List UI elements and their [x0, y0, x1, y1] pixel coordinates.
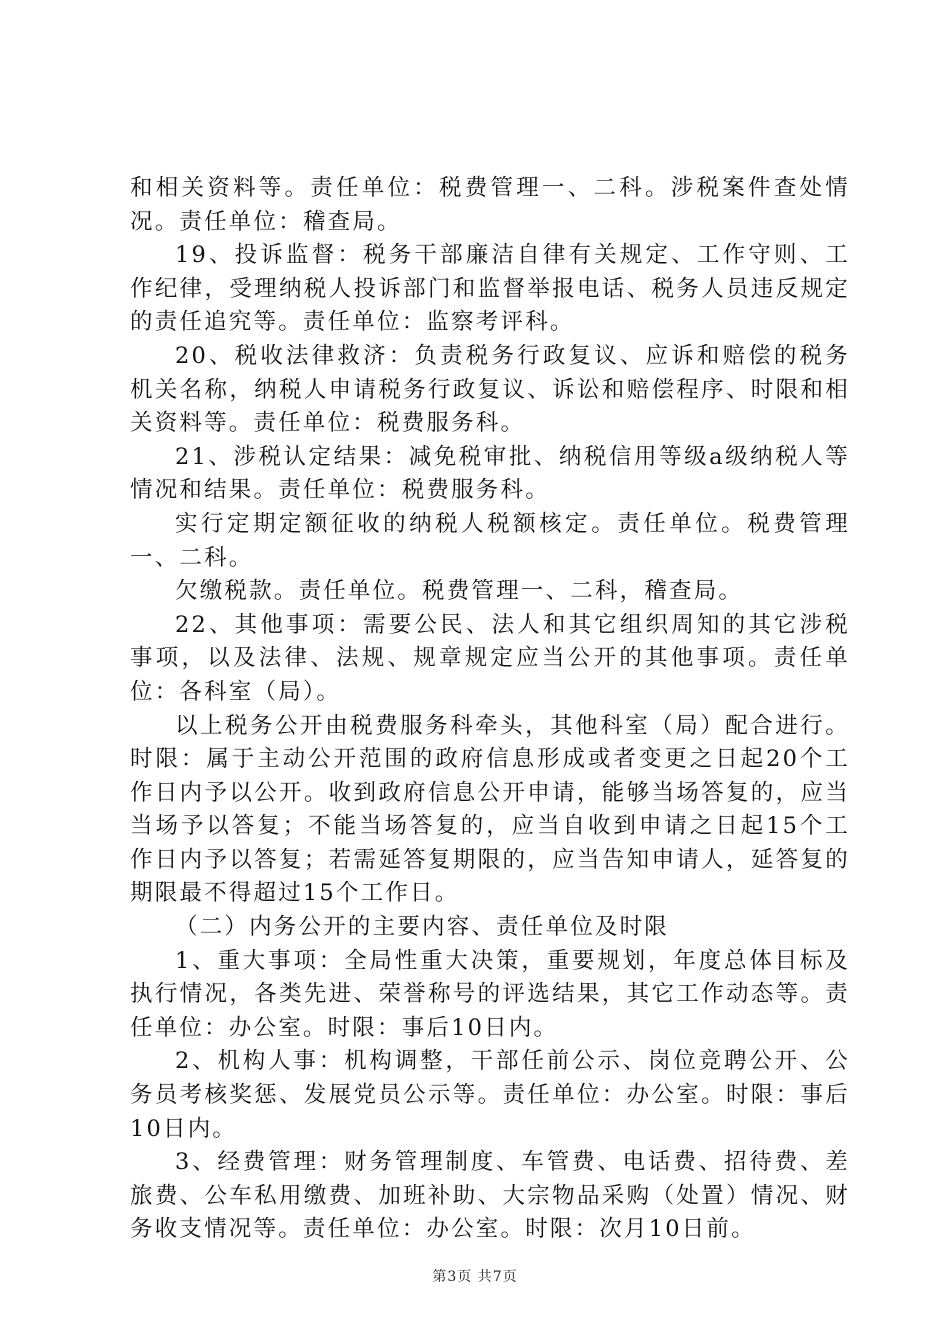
paragraph-fixed-quota: 实行定期定额征收的纳税人税额核定。责任单位。税费管理一、二科。: [130, 510, 850, 571]
paragraph-time-limit: 以上税务公开由税费服务科牵头，其他科室（局）配合进行。时限：属于主动公开范围的政府信息形成或者变更之日起20个工作日内予以公开。收到政府信息公开申请，能够当场答复的，应当当场予以答复；不能当场答复的，应当自收到申请之日起15个工作日内予以答复；若需延答复期限的，应当告知申请人，延答复的期限最不得超过15个工作日。: [130, 712, 850, 907]
paragraph-item-21: 21、涉税认定结果：减免税审批、纳税信用等级a级纳税人等情况和结果。责任单位：税费服务科。: [130, 443, 850, 504]
document-body: [130, 172, 850, 1247]
paragraph-funds: 3、经费管理：财务管理制度、车管费、电话费、招待费、差旅费、公车私用缴费、加班补助、大宗物品采购（处置）情况、财务收支情况等。责任单位：办公室。时限：次月10日前。: [130, 1149, 850, 1243]
section-heading-internal-affairs: （二）内务公开的主要内容、责任单位及时限: [175, 914, 670, 941]
paragraph-major-matters: 1、重大事项：全局性重大决策，重要规划，年度总体目标及执行情况，各类先进、荣誉称号的评选结果，其它工作动态等。责任单位：办公室。时限：事后10日内。: [130, 947, 850, 1041]
paragraph-personnel: 2、机构人事：机构调整，干部任前公示、岗位竞聘公开、公务员考核奖惩、发展党员公示等。责任单位：办公室。时限：事后10日内。: [130, 1048, 850, 1142]
page-number-footer: 第3页 共7页: [432, 1269, 518, 1285]
paragraph-item-20: 20、税收法律救济：负责税务行政复议、应诉和赔偿的税务机关名称，纳税人申请税务行政复议、诉讼和赔偿程序、时限和相关资料等。责任单位：税费服务科。: [130, 342, 850, 437]
paragraph-arrears: 欠缴税款。责任单位。税费管理一、二科，稽查局。: [175, 578, 744, 605]
paragraph-item-19: 19、投诉监督：税务干部廉洁自律有关规定、工作守则、工作纪律，受理纳税人投诉部门和监督举报电话、税务人员违反规定的责任追究等。责任单位：监察考评科。: [130, 242, 850, 336]
paragraph-item-22: 22、其他事项：需要公民、法人和其它组织周知的其它涉税事项，以及法律、法规、规章规定应当公开的其他事项。责任单位：各科室（局）。: [130, 611, 850, 705]
paragraph-continuation: 和相关资料等。责任单位：税费管理一、二科。涉税案件查处情况。责任单位：稽查局。: [130, 175, 850, 235]
